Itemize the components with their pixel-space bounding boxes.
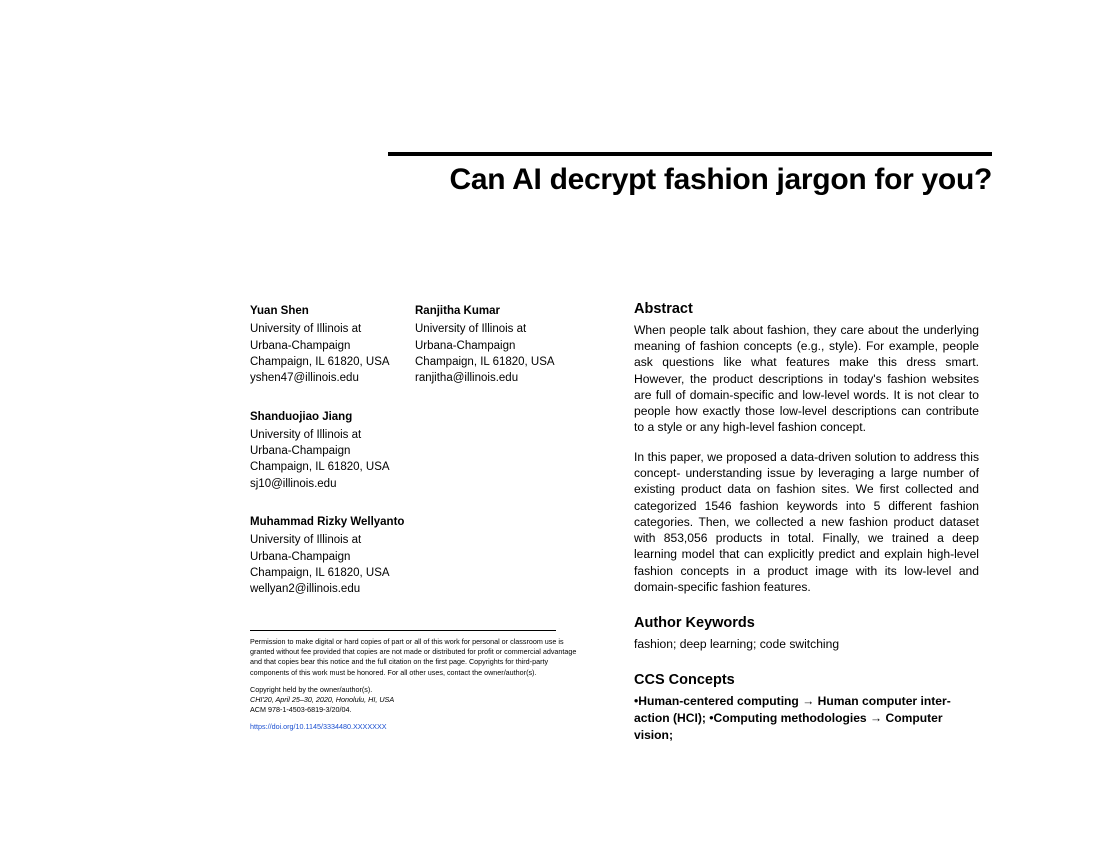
author-name: Ranjitha Kumar (415, 305, 500, 317)
abstract-heading: Abstract (634, 301, 693, 317)
abstract-column (634, 300, 979, 745)
doi-link[interactable]: https://doi.org/10.1145/3334480.XXXXXXX (250, 721, 387, 731)
author-affiliation-line: University of Illinois at (415, 323, 527, 336)
copyright-isbn: ACM 978-1-4503-6819-3/20/04. (250, 705, 352, 715)
abstract-paragraph: When people talk about fashion, they care about the underlying meaning of fashion concepts (e.g., style). For example, people ask questions like what features make this dress smart. However, the product descriptions in today's fashion websites are full of domain-specific and low-level words. It is not clear to people how exactly those low-level descriptions can contribute to a style or any high-level fashion concept. (634, 322, 979, 435)
ccs-line2-a: action (HCI); •Computing methodologies (634, 711, 867, 726)
page-title: Can AI decrypt fashion jargon for you? (449, 163, 992, 196)
author-block (415, 303, 580, 387)
author-email: ranjitha@illinois.edu (415, 372, 519, 385)
copyright-conference: CHI'20, April 25–30, 2020, Honolulu, HI, USA (250, 695, 395, 705)
author-name: Yuan Shen (250, 305, 309, 317)
copyright-held-by: Copyright held by the owner/author(s). (250, 684, 373, 694)
copyright-permission: Permission to make digital or hard copies of part or all of this work for personal or classroom use is granted without fee provided that copies are not made or distributed for profit or commercial advantage and that copies bear this notice and the full citation on the first page. Copyrights for third-party components of this work must be honored. For all other uses, contact the owner/author(s). (250, 637, 577, 677)
ccs-arrow-icon: → (802, 694, 815, 709)
author-email: yshen47@illinois.edu (250, 372, 359, 385)
author-affiliation-line: Urbana-Champaign (250, 445, 351, 458)
title-divider (388, 152, 992, 156)
ccs-arrow-icon: → (870, 711, 883, 726)
author-block (250, 303, 415, 387)
author-affiliation-line: University of Illinois at (250, 428, 362, 441)
author-keywords-heading: Author Keywords (634, 615, 755, 632)
author-affiliation-line: Champaign, IL 61820, USA (250, 461, 390, 474)
ccs-concepts-heading: CCS Concepts (634, 672, 735, 689)
author-affiliation-line: University of Illinois at (250, 323, 362, 336)
author-affiliation-line: Champaign, IL 61820, USA (250, 355, 390, 368)
author-name: Muhammad Rizky Wellyanto (250, 516, 405, 529)
authors-column (250, 303, 580, 620)
author-affiliation-line: Urbana-Champaign (250, 339, 351, 352)
author-affiliation-line: University of Illinois at (250, 534, 362, 547)
ccs-line3: vision; (634, 728, 673, 743)
title-block (388, 152, 992, 196)
author-block (250, 514, 580, 598)
author-keywords-text: fashion; deep learning; code switching (634, 636, 840, 651)
author-block (250, 409, 415, 493)
author-email: wellyan2@illinois.edu (250, 583, 361, 596)
ccs-line2-rest: Computer (885, 711, 943, 726)
authors-grid (250, 303, 580, 620)
ccs-line1-rest: Human computer inter- (817, 694, 951, 709)
ccs-line1-bullet: •Human-centered computing (634, 694, 799, 709)
abstract-paragraph: In this paper, we proposed a data-driven solution to address this concept- understanding issue by leveraging a large number of existing product data on fashion sites. We first collected and categorized 1546 fashion keywords into 5 different fashion categories. Then, we collected a new fashion product dataset with 853,056 products in total. Finally, we trained a deep learning model that can explicitly predict and explain high-level fashion concepts in a product image with its low-level and domain-specific fashion features. (634, 449, 979, 594)
copyright-block (250, 630, 580, 734)
author-affiliation-line: Urbana-Champaign (415, 339, 516, 352)
author-affiliation-line: Urbana-Champaign (250, 550, 351, 563)
author-affiliation-line: Champaign, IL 61820, USA (250, 567, 390, 580)
author-affiliation-line: Champaign, IL 61820, USA (415, 355, 555, 368)
author-email: sj10@illinois.edu (250, 477, 337, 490)
copyright-divider (250, 630, 556, 631)
ccs-concepts-text (634, 693, 979, 745)
author-name: Shanduojiao Jiang (250, 410, 353, 423)
